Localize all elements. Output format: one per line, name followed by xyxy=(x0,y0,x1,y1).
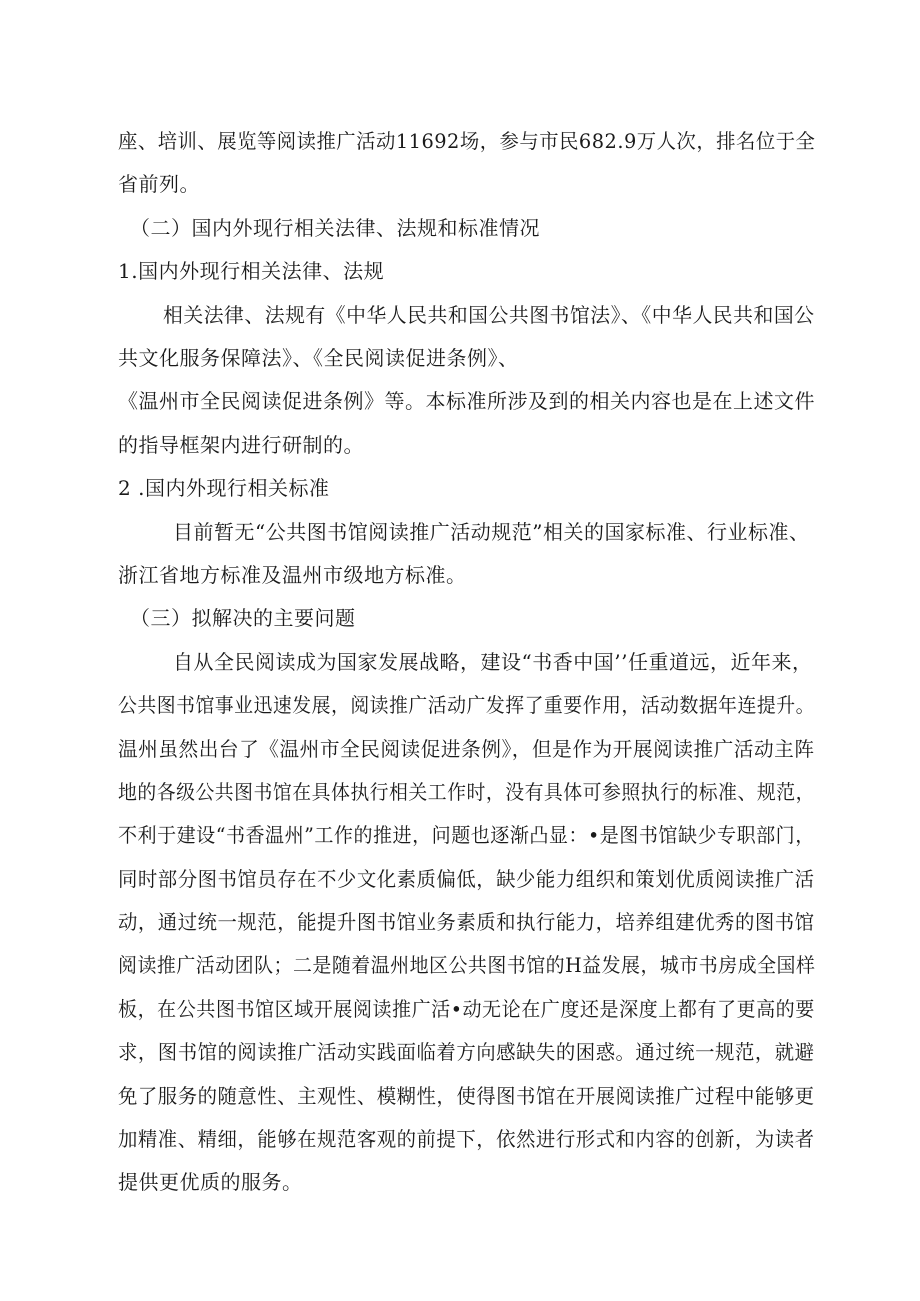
body-text-line: 动，通过统一规范，能提升图书馆业务素质和执行能力，培养组建优秀的图书馆 xyxy=(118,910,815,934)
body-text-line: 自从全民阅读成为国家发展战略，建设“书香中国’’任重道远，近年来， xyxy=(173,650,813,674)
body-text-line: 板，在公共图书馆区域开展阅读推广活•动无论在广度还是深度上都有了更高的要 xyxy=(118,997,815,1021)
body-text-line: 阅读推广活动团队；二是随着温州地区公共图书馆的H益发展，城市书房成全国样 xyxy=(118,953,816,977)
body-text-line: 目前暂无“公共图书馆阅读推广活动规范”相关的国家标准、行业标准、 xyxy=(173,520,810,544)
body-text-line: 免了服务的随意性、主观性、模糊性，使得图书馆在开展阅读推广过程中能够更 xyxy=(118,1084,815,1108)
body-text-line: 提供更优质的服务。 xyxy=(118,1170,303,1194)
body-text-line: 同时部分图书馆员存在不少文化素质偏低，缺少能力组织和策划优质阅读推广活 xyxy=(118,867,815,891)
subsection-heading: 2 .国内外现行相关标准 xyxy=(118,476,330,500)
body-text-line: 加精准、精细，能够在规范客观的前提下，依然进行形式和内容的创新，为读者 xyxy=(118,1127,815,1151)
body-text-line: 公共图书馆事业迅速发展，阅读推广活动广发挥了重要作用，活动数据年连提升。 xyxy=(118,693,815,717)
subsection-heading: 1.国内外现行相关法律、法规 xyxy=(118,259,385,283)
body-text-line: 温州虽然出台了《温州市全民阅读促进条例》，但是作为开展阅读推广活动主阵 xyxy=(118,737,815,761)
section-heading: （三）拟解决的主要问题 xyxy=(130,606,356,630)
body-text-line: 求，图书馆的阅读推广活动实践面临着方向感缺失的困惑。通过统一规范，就避 xyxy=(118,1040,815,1064)
body-text-line: 地的各级公共图书馆在具体执行相关工作时，没有具体可参照执行的标准、规范， xyxy=(118,780,815,804)
body-text-line: 不利于建设“书香温州”工作的推进，问题也逐渐凸显：•是图书馆缺少专职部门， xyxy=(118,823,815,847)
body-text-line: 相关法律、法规有《中华人民共和国公共图书馆法》、《中华人民共和国公 xyxy=(163,303,815,327)
body-text-line: 的指导框架内进行研制的。 xyxy=(118,433,364,457)
body-text-line: 座、培训、展览等阅读推广活动11692场，参与市民682.9万人次，排名位于全 xyxy=(118,129,816,153)
body-text-line: 《温州市全民阅读促进条例》等。本标准所涉及到的相关内容也是在上述文件 xyxy=(118,389,815,413)
body-text-line: 共文化服务保障法》、《全民阅读促进条例》、 xyxy=(118,346,519,370)
body-text-line: 省前列。 xyxy=(118,172,200,196)
body-text-line: 浙江省地方标准及温州市级地方标准。 xyxy=(118,563,467,587)
section-heading: （二）国内外现行相关法律、法规和标准情况 xyxy=(130,216,540,240)
